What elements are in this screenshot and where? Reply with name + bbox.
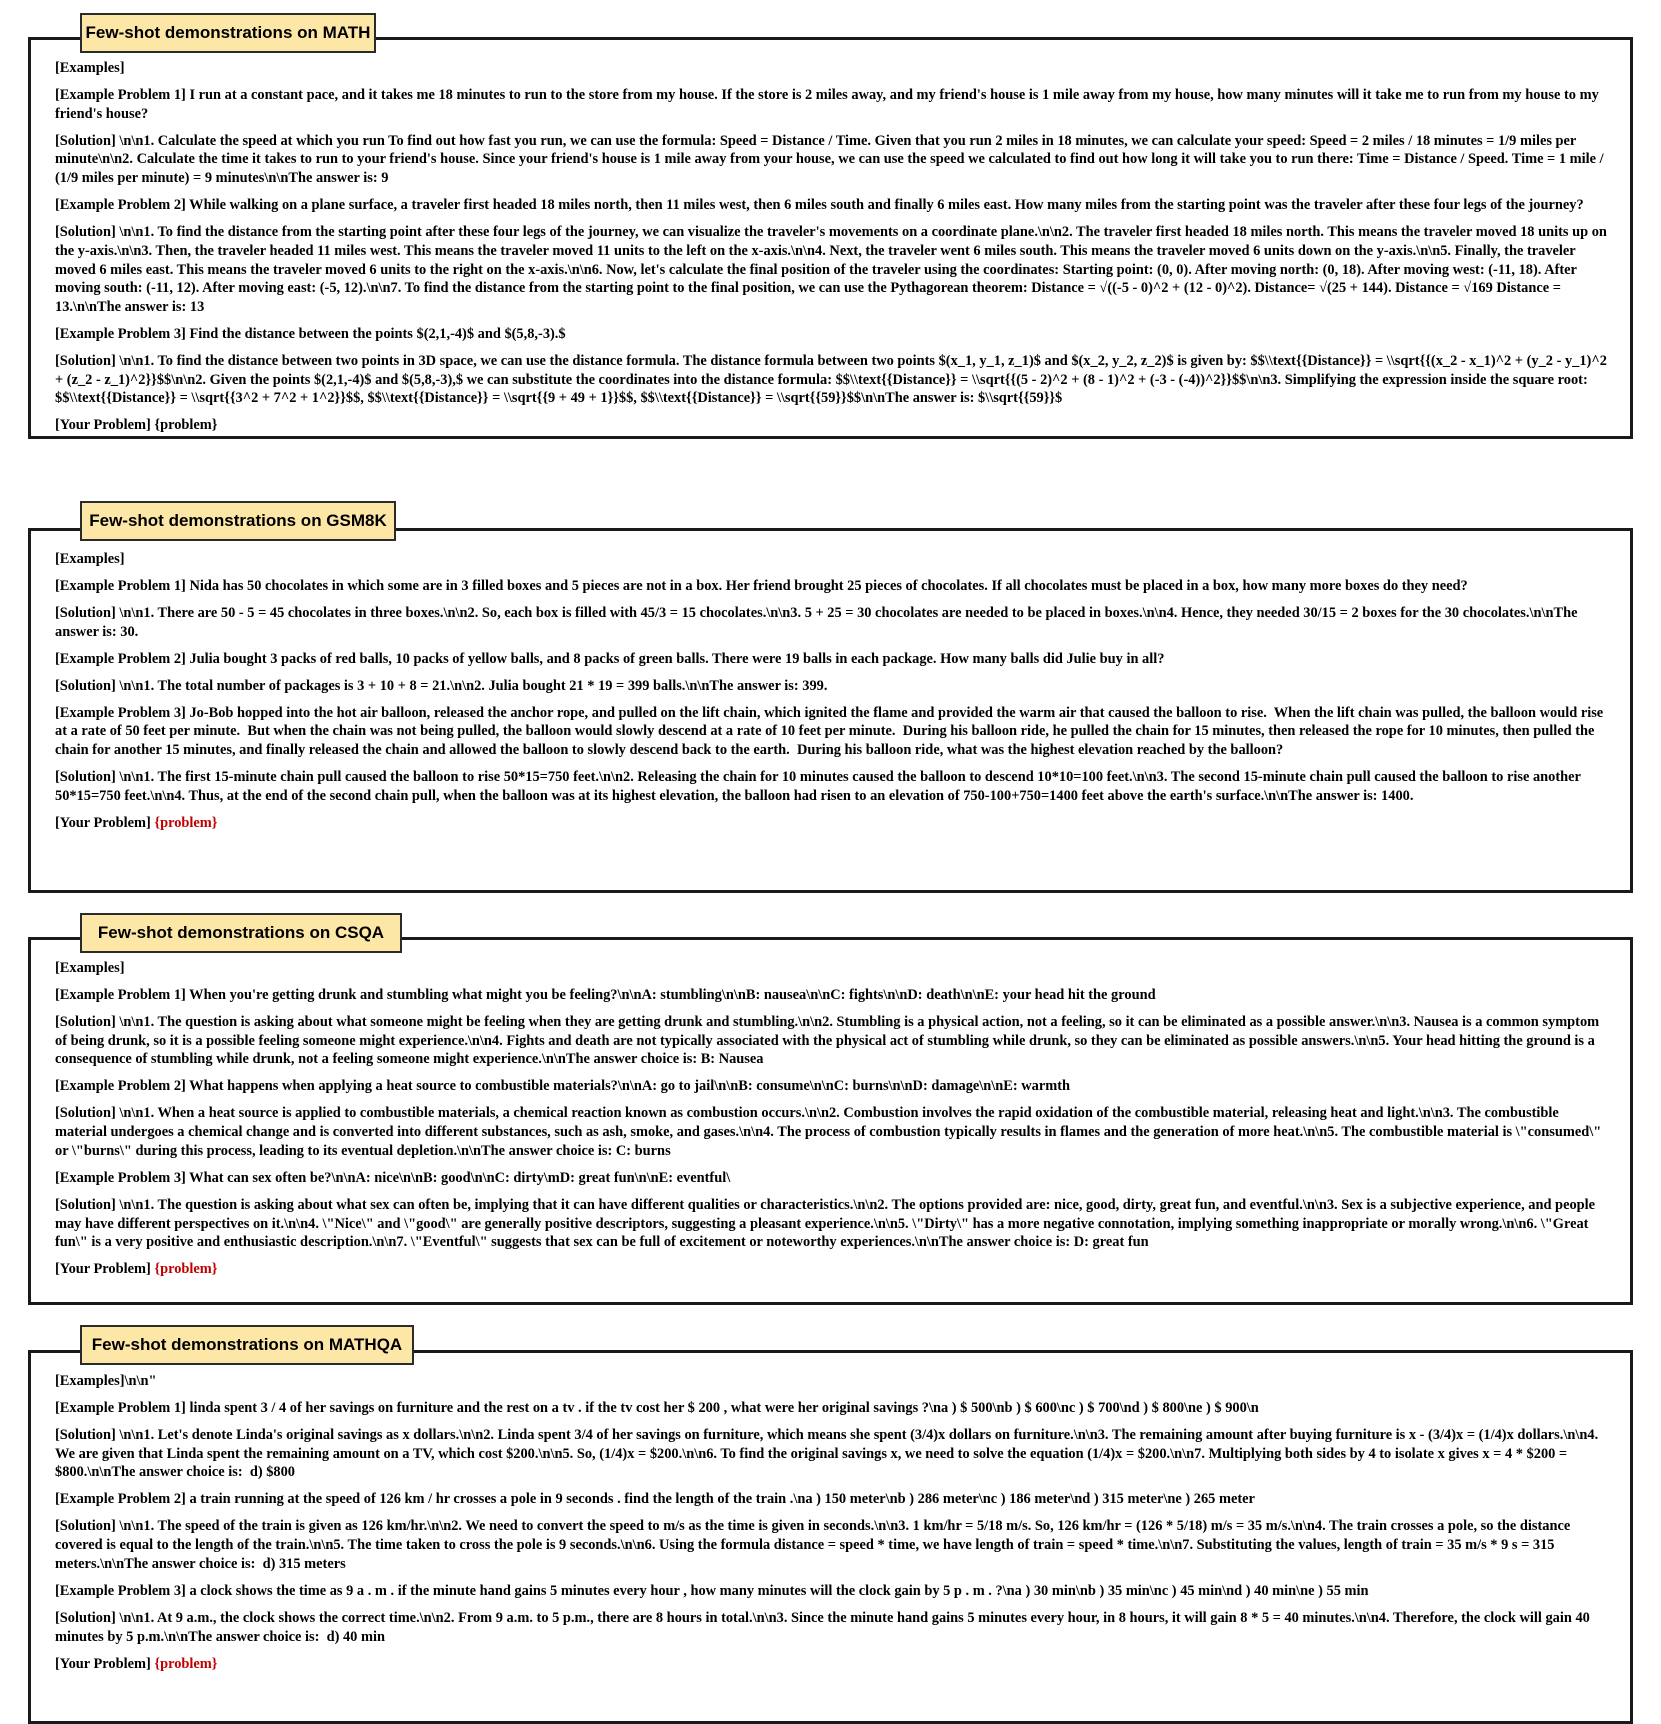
examples-label: [Examples] (55, 551, 125, 567)
example-problem: [Example Problem 3] Find the distance between the points $(2,1,-4)$ and $(5,8,-3).$ (55, 325, 566, 342)
problem-placeholder: {problem} (150, 814, 218, 831)
csqa-section (28, 913, 1633, 1305)
example-problem: [Example Problem 3] Jo-Bob hopped into the hot air balloon, released the anchor rope, and pulled on the lift chain, which ignited the flame and provided the warm air that caused the balloon to rise. When the lift chain was pulled, the balloon would rise at a rate of 50 feet per minute. But when the chain was not being pulled, the balloon would slowly descend at a rate of 10 feet per minute. During his balloon ride, he pulled the chain for 15 minutes, then released the rope for 10 minutes, then pulled the chain for another 15 minutes, and finally released the chain and allowed the balloon to slowly descend back to the earth. During his balloon ride, what was the highest elevation reached by the balloon? (55, 704, 1607, 759)
solution: [Solution] \n\n1. The speed of the train is given as 126 km/hr.\n\n2. We need to convert the speed to m/s as the time is given in seconds.\n\n3. 1 km/hr = 5/18 m/s. So, 126 km/hr = (126 * 5/18) m/s = 35 m/s.\n\n4. The train crosses a pole, so the distance covered is equal to the length of the train.\n\n5. The time taken to cross the pole is 9 seconds.\n\n6. Using the formula distance = speed * time, we have length of train = speed * time.\n\n7. Substituting the values, length of train = 35 m/s * 9 s = 315 meters.\n\nThe answer choice is: d) 315 meters (55, 1518, 1574, 1572)
demo-box (28, 1350, 1633, 1724)
solution: [Solution] \n\n1. To find the distance between two points in 3D space, we can use the distance formula. The distance formula between two points $(x_1, y_1, z_1)$ and $(x_2, y_2, z_2)$ is given by: $$\\text{{Distance}} = \\sqrt{{(x_2 - x_1)^2 + (y_2 - y_1)^2 + (z_2 - z_1)^2}}$$\n\n2. Given the points $(2,1,-4)$ and $(5,8,-3),$ we can substitute the coordinates into the distance formula: $$\\text{{Distance}} = \\sqrt{{(5 - 2)^2 + (8 - 1)^2 + (-3 - (-4))^2}}$$\n\n3. Simplifying the expression inside the square root: $$\\text{{Distance}} = \\sqrt{{3^2 + 7^2 + 1^2}}$$, $$\\text{{Distance}} = \\sqrt{{9 + 49 + 1}}$$, $$\\text{{Distance}} = \\sqrt{{59}}$$\n\nThe answer is: $\\sqrt{{59}}$ (55, 352, 1611, 407)
your-problem: [Your Problem] {problem} (55, 1261, 218, 1278)
your-problem: [Your Problem] {problem} (55, 417, 218, 434)
example-problem: [Example Problem 2] What happens when applying a heat source to combustible materials?\n\nA: go to jail\n\nB: consume\n\nC: burns\n\nD: damage\n\nE: warmth (55, 1078, 1071, 1095)
problem-placeholder: {problem} (150, 1655, 218, 1672)
example-problem: [Example Problem 1] Nida has 50 chocolates in which some are in 3 filled boxes and 5 pieces are not in a box. Her friend brought 25 pieces of chocolates. If all chocolates must be placed in a box, how many more boxes do they need? (55, 578, 1468, 594)
example-problem: [Example Problem 1] I run at a constant pace, and it takes me 18 minutes to run to the store from my house. If the store is 2 miles away, and my friend's house is 1 mile away from my house, how many minutes will it take me to run from my house to my friend's house? (55, 87, 1603, 122)
example-problem: [Example Problem 3] What can sex often be?\n\nA: nice\n\nB: good\n\nC: dirty\mD: great fun\n\nE: eventful\ (55, 1169, 731, 1186)
example-problem: [Example Problem 2] Julia bought 3 packs of red balls, 10 packs of yellow balls, and 8 packs of green balls. There were 19 balls in each package. How many balls did Julie buy in all? (55, 650, 1165, 667)
solution: [Solution] \n\n1. The total number of packages is 3 + 10 + 8 = 21.\n\n2. Julia bought 21 * 19 = 399 balls.\n\nThe answer is: 399. (55, 677, 828, 694)
math-section (28, 13, 1633, 439)
solution: [Solution] \n\n1. When a heat source is applied to combustible materials, a chemical reaction known as combustion occurs.\n\n2. Combustion involves the rapid oxidation of the combustible material, releasing heat and light.\n\n3. The combustible material undergoes a chemical change and is converted into different substances, such as ash, smoke, and gases.\n\n4. The process of combustion typically results in flames and the generation of more heat.\n\n5. The combustible material is \"consumed\" or \"burns\" during this process, leading to its eventual depletion.\n\nThe answer choice is: C: burns (55, 1105, 1605, 1159)
example-problem: [Example Problem 1] When you're getting drunk and stumbling what might you be feeling?\n\nA: stumbling\n\nB: nausea\n\nC: fights\n\nD: death\n\nE: your head hit the ground (55, 987, 1156, 1003)
solution: [Solution] \n\n1. There are 50 - 5 = 45 chocolates in three boxes.\n\n2. So, each box is filled with 45/3 = 15 chocolates.\n\n3. 5 + 25 = 30 chocolates are needed to be placed in boxes.\n\n4. Hence, they needed 30/15 = 2 boxes for the 30 chocolates.\n\nThe answer is: 30. (55, 605, 1582, 640)
examples-label: [Examples]\n\n" (55, 1373, 157, 1389)
section-title: Few-shot demonstrations on CSQA (80, 913, 402, 953)
solution: [Solution] \n\n1. The first 15-minute chain pull caused the balloon to rise 50*15=750 feet.\n\n2. Releasing the chain for 10 minutes caused the balloon to descend 10*10=100 feet.\n\n3. The second 15-minute chain pull caused the balloon to rise another 50*15=750 feet.\n\n4. Thus, at the end of the second chain pull, when the balloon was at its highest elevation, the balloon had risen to an elevation of 750-100+750=1400 feet above the earth's surface.\n\nThe answer is: 1400. (55, 769, 1585, 804)
examples-label: [Examples] (55, 60, 125, 76)
gsm8k-section (28, 501, 1633, 893)
section-title: Few-shot demonstrations on MATH (80, 13, 376, 53)
solution: [Solution] \n\n1. The question is asking about what someone might be feeling when they are getting drunk and stumbling.\n\n2. Stumbling is a physical action, not a feeling, so it can be eliminated as a possible answer.\n\n3. Nausea is a common symptom of being drunk, so it is a possible feeling someone might experience.\n\n4. Fights and death are not typically associated with the physical act of stumbling while drunk, so they can be eliminated as possible answers.\n\n5. Your head hitting the ground is a consequence of stumbling while drunk, not a feeling someone might experience.\n\nThe answer choice is: B: Nausea (55, 1014, 1603, 1068)
demo-box (28, 37, 1633, 439)
example-problem: [Example Problem 1] linda spent 3 / 4 of her savings on furniture and the rest on a tv . if the tv cost her $ 200 , what were her original savings ?\na ) $ 500\nb ) $ 600\nc ) $ 700\nd ) $ 800\ne ) $ 900\n (55, 1400, 1259, 1416)
section-title: Few-shot demonstrations on MATHQA (80, 1325, 414, 1365)
example-problem: [Example Problem 2] While walking on a plane surface, a traveler first headed 18 miles north, then 11 miles west, then 6 miles south and finally 6 miles east. How many miles from the starting point was the traveler after these four legs of the journey? (55, 197, 1584, 214)
demo-box (28, 528, 1633, 893)
example-problem: [Example Problem 3] a clock shows the time as 9 a . m . if the minute hand gains 5 minutes every hour , how many minutes will the clock gain by 5 p . m . ?\na ) 30 min\nb ) 35 min\nc ) 45 min\nd ) 40 min\ne ) 55 min (55, 1582, 1369, 1599)
demo-box (28, 937, 1633, 1305)
section-title: Few-shot demonstrations on GSM8K (80, 501, 396, 541)
examples-label: [Examples] (55, 960, 125, 976)
solution: [Solution] \n\n1. To find the distance from the starting point after these four legs of the journey, we can visualize the traveler's movements on a coordinate plane.\n\n2. The traveler first headed 18 miles north. This means the traveler moved 18 units up on the y-axis.\n\n3. Then, the traveler headed 11 miles west. This means the traveler moved 11 units to the left on the x-axis.\n\n4. Next, the traveler went 6 miles south. This means the traveler moved 6 units down on the y-axis.\n\n5. Finally, the traveler moved 6 miles east. This means the traveler moved 6 units to the right on the x-axis.\n\n6. Now, let's calculate the final position of the traveler using the coordinates: Starting point: (0, 0). After moving north: (0, 18). After moving west: (-11, 18). After moving south: (-11, 12). After moving east: (-5, 12).\n\n7. To find the distance from the starting point to the final position, we can use the Pythagorean theorem: Distance = √((-5 - 0)^2 + (12 - 0)^2). Distance= √(25 + 144). Distance = √169 Distance = 13.\n\nThe answer is: 13 (55, 224, 1611, 315)
example-problem: [Example Problem 2] a train running at the speed of 126 km / hr crosses a pole in 9 seconds . find the length of the train .\na ) 150 meter\nb ) 286 meter\nc ) 186 meter\nd ) 315 meter\ne ) 265 meter (55, 1491, 1255, 1508)
mathqa-section (28, 1325, 1633, 1716)
problem-placeholder: {problem} (150, 417, 218, 434)
solution: [Solution] \n\n1. Let's denote Linda's original savings as x dollars.\n\n2. Linda spent 3/4 of her savings on furniture, which means she spent (3/4)x dollars on furniture.\n\n3. The remaining amount after buying furniture is x - (3/4)x = (1/4)x dollars.\n\n4. We are given that Linda spent the remaining amount on a TV, which cost $200.\n\n5. So, (1/4)x = $200.\n\n6. To find the original savings x, we need to solve the equation (1/4)x = $200.\n\n7. Multiplying both sides by 4 to isolate x gives x = 4 * $200 = $800.\n\nThe answer choice is: d) $800 (55, 1427, 1602, 1481)
solution: [Solution] \n\n1. The question is asking about what sex can often be, implying that it can have different qualities or characteristics.\n\n2. The options provided are: nice, good, dirty, great fun, and eventful.\n\n3. Sex is a subjective experience, and people may have different perspectives on it.\n\n4. \"Nice\" and \"good\" are generally positive descriptors, suggesting a pleasant experience.\n\n5. \"Dirty\" has a more negative connotation, implying something inappropriate or morally wrong.\n\n6. \"Great fun\" is a very positive and enthusiastic description.\n\n7. \"Eventful\" suggests that sex can be full of excitement or noteworthy experiences.\n\nThe answer choice is: D: great fun (55, 1196, 1599, 1251)
problem-placeholder: {problem} (150, 1261, 218, 1278)
your-problem: [Your Problem] {problem} (55, 1655, 218, 1672)
your-problem: [Your Problem] {problem} (55, 814, 218, 831)
solution: [Solution] \n\n1. Calculate the speed at which you run To find out how fast you run, we can use the formula: Speed = Distance / Time. Given that you run 2 miles in 18 minutes, we can calculate your speed: Speed = 2 miles / 18 minutes = 1/9 miles per minute\n\n2. Calculate the time it takes to run to your friend's house. Since your friend's house is 1 mile away from your house, we can use the speed we calculated to find out how long it will take you to run there: Time = Distance / Speed. Time = 1 mile / (1/9 miles per minute) = 9 minutes\n\nThe answer is: 9 (55, 132, 1608, 187)
solution: [Solution] \n\n1. At 9 a.m., the clock shows the correct time.\n\n2. From 9 a.m. to 5 p.m., there are 8 hours in total.\n\n3. Since the minute hand gains 5 minutes every hour, in 8 hours, it will gain 8 * 5 = 40 minutes.\n\n4. Therefore, the clock will gain 40 minutes by 5 p.m.\n\nThe answer choice is: d) 40 min (55, 1609, 1594, 1645)
